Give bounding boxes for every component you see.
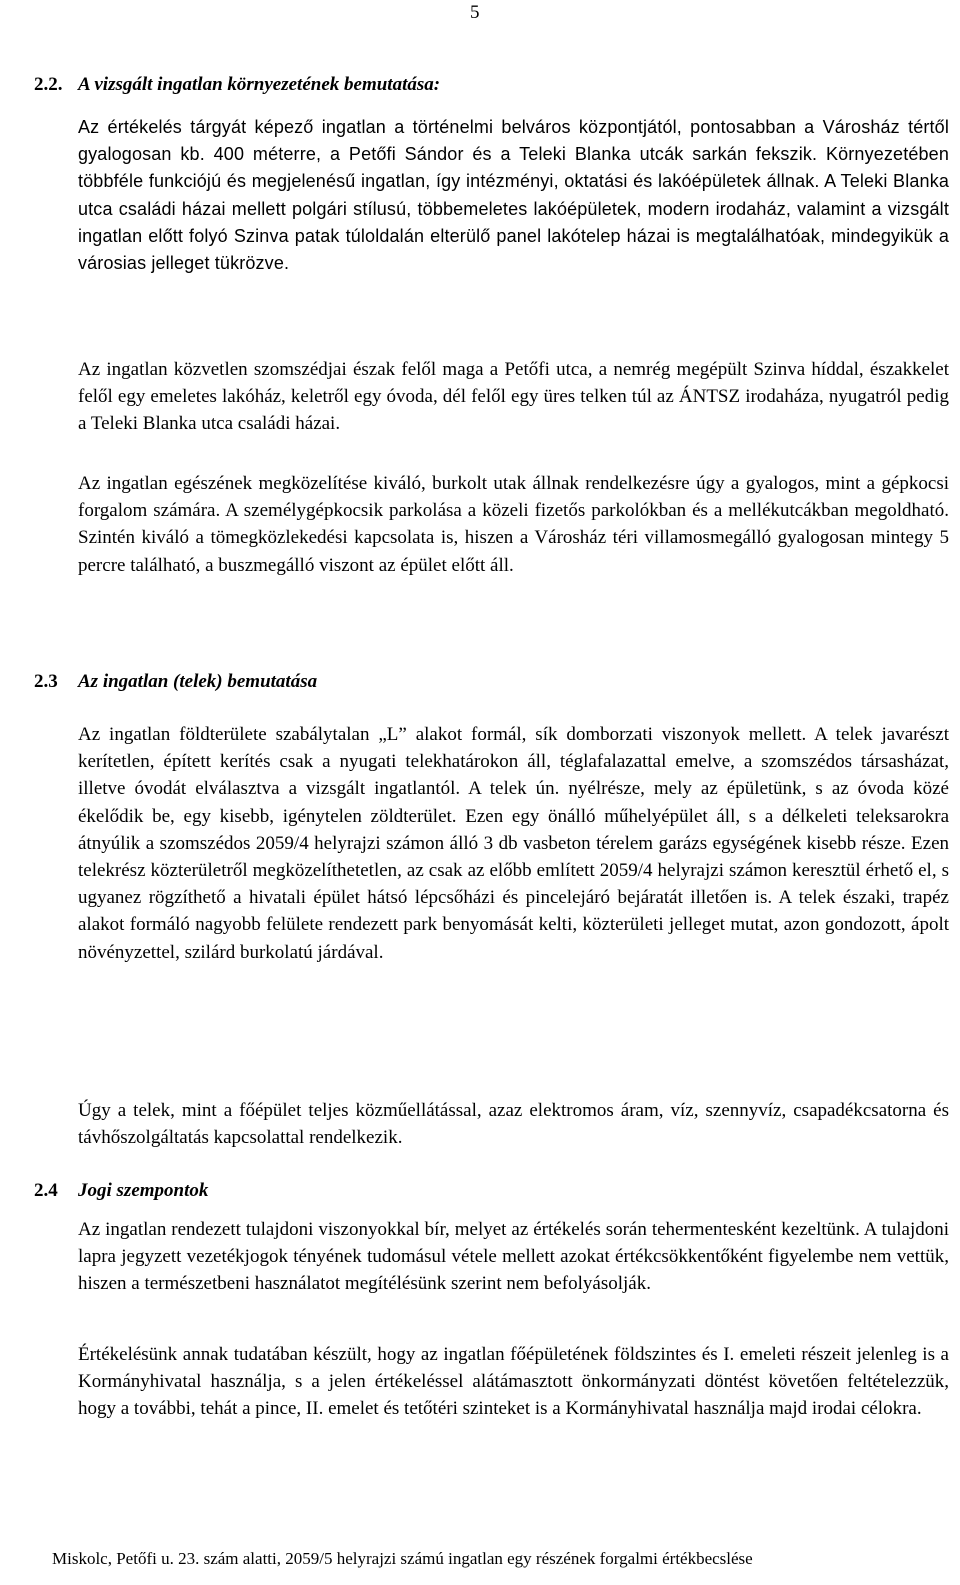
paragraph-utilities: Úgy a telek, mint a főépület teljes közműellátással, azaz elektromos áram, víz, szennyvíz, csapadékcsatorna és távhőszolgáltatás kapcsolattal rendelkezik. xyxy=(78,1100,949,1149)
paragraph-plot-description: Az ingatlan földterülete szabálytalan „L” alakot formál, sík domborzati viszonyok mellett. A telek javarészt kerítetlen, épített kerítés csak a nyugati telekhatárokon áll, téglafalazattal emelve, a szomszédos társasházat, illetve óvodát elválasztva a vizsgált ingatlantól. A telek ún. nyélrésze, mely az épületünk, s az óvoda közé ékelődik be, egy kisebb, igénytelen zöldterület. Ezen egy önálló műhelyépület áll, s a délkeleti teleksarokra átnyúlik a szomszédos 2059/4 helyrajzi számon álló 3 db vasbeton térelem garázs egységének kisebb része. Ezen telekrész közterületről megközelíthetetlen, az csak az előbb említett 2059/4 helyrajzi számon keresztül érhető el, s ugyanez rögzíthető a hivatali épület hátsó lépcsőházi és pincelejáró bejáratát illetően is. A telek északi, trapéz alakot formáló nagyobb felülete rendezett park benyomását kelti, közterületi jelleget mutat, azon gondozott, ápolt növényzettel, szilárd burkolatú járdával. xyxy=(78,724,949,963)
paragraph-neighbors: Az ingatlan közvetlen szomszédjai észak felől maga a Petőfi utca, a nemrég megépült Szinva híddal, északkelet felől egy emeletes lakóház, keletről egy óvoda, dél felől egy üres telken túl az ÁNTSZ irodaháza, nyugatról pedig a Teleki Blanka utca családi házai. xyxy=(78,359,949,435)
section-number: 2.4 xyxy=(34,1180,58,1201)
paragraph-usage: Értékelésünk annak tudatában készült, hogy az ingatlan főépületének földszintes és I. emeleti részeit jelenleg is a Kormányhivatal használja, s a jelen értékeléssel alátámasztott önkormányzati döntést követően feltételezzük, hogy a további, tehát a pince, II. emelet és tetőtéri szinteket is a Kormányhivatal használja majd irodai célokra. xyxy=(78,1344,949,1420)
paragraph-access: Az ingatlan egészének megközelítése kiváló, burkolt utak állnak rendelkezésre úgy a gyalogos, mint a gépkocsi forgalom számára. A személygépkocsik parkolása a közeli fizetős parkolókban és a mellékutcákban megoldható. Szintén kiváló a tömegközlekedési kapcsolata is, hiszen a Városház téri villamosmegálló gyalogosan mintegy 5 percre található, a buszmegálló viszont az épület előtt áll. xyxy=(78,473,949,576)
page-footer: Miskolc, Petőfi u. 23. szám alatti, 2059/5 helyrajzi számú ingatlan egy részének forgalmi értékbecslése xyxy=(52,1549,753,1568)
section-title: Az ingatlan (telek) bemutatása xyxy=(78,671,318,692)
section-number: 2.3 xyxy=(34,671,58,692)
section-heading-2-4 xyxy=(34,1179,208,1203)
paragraph-environment: Az értékelés tárgyát képező ingatlan a történelmi belváros központjától, pontosabban a Városház tértől gyalogosan kb. 400 méterre, a Petőfi Sándor és a Teleki Blanka utcák sarkán fekszik. Környezetében többféle funkciójú és megjelenésű ingatlan, így intézményi, oktatási és lakóépületek állnak. A Teleki Blanka utca családi házai mellett polgári stílusú, többemeletes lakóépületek, modern irodaház, valamint a vizsgált ingatlan előtt folyó Szinva patak túloldalán elterülő panel lakótelep házai is megtalálhatóak, mindegyikük a városias jelleget tükrözve. xyxy=(78,117,949,274)
paragraph-ownership: Az ingatlan rendezett tulajdoni viszonyokkal bír, melyet az értékelés során tehermentesként kezeltünk. A tulajdoni lapra jegyzett vezetékjogok tényének tudomásul vétele mellett azokat értékcsökkentőként figyelembe nem vettük, hiszen a természetbeni használatot megítélésünk szerint nem befolyásolják. xyxy=(78,1219,949,1295)
section-heading-2-2 xyxy=(34,73,440,97)
section-title: A vizsgált ingatlan környezetének bemutatása: xyxy=(78,74,441,95)
section-heading-2-3 xyxy=(34,670,317,694)
page-number: 5 xyxy=(470,2,480,23)
section-number: 2.2. xyxy=(34,74,63,95)
section-title: Jogi szempontok xyxy=(78,1180,209,1201)
